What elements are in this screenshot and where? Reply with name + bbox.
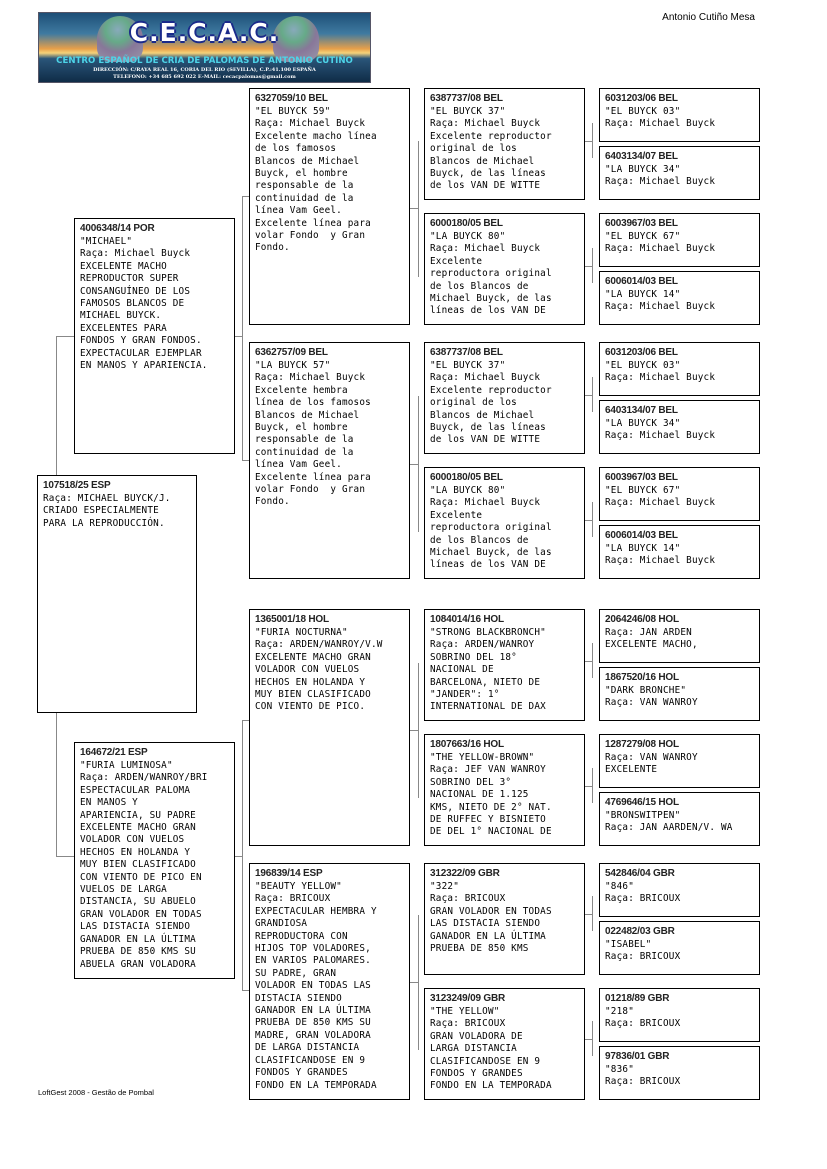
pigeon-card-gen3[interactable]	[424, 342, 585, 454]
ring-number: 1867520/16 HOL	[605, 672, 679, 683]
connector	[418, 396, 419, 532]
pigeon-description: "846" Raça: BRICOUX	[605, 881, 681, 905]
ring-number: 312322/09 GBR	[430, 868, 500, 879]
ring-number: 6003967/03 BEL	[605, 218, 678, 229]
pigeon-card-gen4[interactable]	[599, 400, 760, 454]
ring-number: 6000180/05 BEL	[430, 218, 503, 229]
pigeon-card-gen4[interactable]	[599, 609, 760, 663]
ring-number: 01218/89 GBR	[605, 993, 670, 1004]
pigeon-card-gen4[interactable]	[599, 525, 760, 579]
ring-number: 6006014/03 BEL	[605, 530, 678, 541]
connector	[585, 520, 592, 521]
ring-number: 542846/04 GBR	[605, 868, 675, 879]
connector	[418, 141, 419, 277]
pigeon-description: "EL BUYCK 67" Raça: Michael Buyck	[605, 231, 716, 255]
ring-number: 1287279/08 HOL	[605, 739, 679, 750]
pigeon-description: "836" Raça: BRICOUX	[605, 1064, 681, 1088]
ring-number: 6403134/07 BEL	[605, 405, 678, 416]
pigeon-description: "DARK BRONCHE" Raça: VAN WANROY	[605, 685, 698, 709]
connector	[585, 141, 592, 142]
pigeon-card-gen4[interactable]	[599, 88, 760, 142]
connector	[418, 915, 419, 1050]
pigeon-card-gen3[interactable]	[424, 88, 585, 200]
ring-number: 6003967/03 BEL	[605, 472, 678, 483]
pigeon-description: "BRONSWITPEN" Raça: JAN AARDEN/V. WA	[605, 810, 733, 834]
pigeon-description: "EL BUYCK 03" Raça: Michael Buyck	[605, 106, 716, 130]
pigeon-description: "MICHAEL" Raça: Michael Buyck EXCELENTE MACHO REPRODUCTOR SUPER CONSANGUÍNEO DE LOS FAMOSOS BLANCOS DE MICHAEL BUYCK. EXCELENTES PARA FONDOS Y GRAN FONDOS. EXPECTACULAR EJEMPLAR EN MANOS Y APARIENCIA.	[80, 236, 208, 372]
pigeon-description: "ISABEL" Raça: BRICOUX	[605, 939, 681, 963]
pigeon-card-gen3[interactable]	[424, 863, 585, 975]
pigeon-description: "EL BUYCK 67" Raça: Michael Buyck	[605, 485, 716, 509]
pigeon-card-gen4[interactable]	[599, 467, 760, 521]
connector	[56, 760, 57, 856]
connector	[592, 123, 593, 158]
pigeon-card-sire[interactable]	[74, 218, 235, 454]
connector	[585, 786, 592, 787]
pigeon-description: "FURIA LUMINOSA" Raça: ARDEN/WANROY/BRI ESPECTACULAR PALOMA EN MANOS Y APARIENCIA, SU PADRE EXCELENTE MACHO GRAN VOLADOR CON VUELOS HECHOS EN HOLANDA Y MUY BIEN CLASIFICADO CON VIENTO DE PICO EN VUELOS DE LARGA DISTANCIA, SU ABUELO GRAN VOLADOR EN TODAS LAS DISTACIA SIENDO GANADOR EN LA ÚLTIMA PRUEBA DE 850 KMS SU ABUELA GRAN VOLADORA	[80, 760, 208, 970]
pigeon-description: "EL BUYCK 03" Raça: Michael Buyck	[605, 360, 716, 384]
ring-number: 6031203/06 BEL	[605, 347, 678, 358]
ring-number: 6387737/08 BEL	[430, 347, 503, 358]
pigeon-card-subject[interactable]	[37, 475, 197, 713]
ring-number: 6031203/06 BEL	[605, 93, 678, 104]
ring-number: 6362757/09 BEL	[255, 347, 328, 358]
connector	[592, 896, 593, 931]
ring-number: 3123249/09 GBR	[430, 993, 506, 1004]
pigeon-card-gen4[interactable]	[599, 921, 760, 975]
pigeon-description: "EL BUYCK 59" Raça: Michael Buyck Excelente macho línea de los famosos Blancos de Michael Buyck, el hombre responsable de la continuidad de la línea Vam Geel. Excelente línea para volar Fondo y Gran Fondo.	[255, 106, 377, 254]
ring-number: 107518/25 ESP	[43, 480, 111, 491]
connector	[242, 990, 249, 991]
connector	[592, 377, 593, 412]
connector	[585, 1039, 592, 1040]
pigeon-card-gen3[interactable]	[424, 734, 585, 846]
ring-number: 97836/01 GBR	[605, 1051, 670, 1062]
pigeon-card-gen2[interactable]	[249, 342, 410, 579]
pigeon-description: Raça: JAN ARDEN EXCELENTE MACHO,	[605, 627, 698, 651]
pigeon-description: "BEAUTY YELLOW" Raça: BRICOUX EXPECTACULAR HEMBRA Y GRANDIOSA REPRODUCTORA CON HIJOS TOP VOLADORES, EN VARIOS PALOMARES. SU PADRE, GRAN VOLADOR EN TODAS LAS DISTACIA SIENDO GANADOR EN LA ÚLTIMA PRUEBA DE 850 KMS SU MADRE, GRAN VOLADORA DE LARGA DISTANCIA CLASIFICANDOSE EN 9 FONDOS Y GRANDES FONDO EN LA TEMPORADA	[255, 881, 377, 1091]
pigeon-description: "EL BUYCK 37" Raça: Michael Buyck Excelente reproductor original de los Blancos de Michael Buyck, de las líneas de los VAN DE WITTE	[430, 360, 552, 446]
pigeon-description: Raça: VAN WANROY EXCELENTE	[605, 752, 698, 776]
connector	[242, 720, 249, 721]
pigeon-description: "218" Raça: BRICOUX	[605, 1006, 681, 1030]
pigeon-description: "LA BUYCK 14" Raça: Michael Buyck	[605, 543, 716, 567]
pigeon-card-gen3[interactable]	[424, 213, 585, 325]
pigeon-description: "322" Raça: BRICOUX GRAN VOLADOR EN TODAS LAS DISTACIA SIENDO GANADOR EN LA ÚLTIMA PRUEBA DE 850 KMS	[430, 881, 552, 955]
connector	[585, 914, 592, 915]
cecac-logo-banner	[38, 12, 371, 83]
connector	[418, 663, 419, 798]
pigeon-card-gen4[interactable]	[599, 271, 760, 325]
connector	[235, 856, 242, 857]
connector	[410, 208, 418, 209]
connector	[592, 248, 593, 283]
ring-number: 6403134/07 BEL	[605, 151, 678, 162]
logo-address: DIRECCIÓN: C/RAYA REAL 16, CORIA DEL RIO (SEVILLA), C.P.:41.100 ESPAÑA	[93, 67, 316, 73]
pigeon-description: "LA BUYCK 34" Raça: Michael Buyck	[605, 418, 716, 442]
ring-number: 6327059/10 BEL	[255, 93, 328, 104]
connector	[410, 982, 418, 983]
pigeon-card-gen4[interactable]	[599, 792, 760, 846]
pigeon-description: "THE YELLOW-BROWN" Raça: JEF VAN WANROY SOBRINO DEL 3° NACIONAL DE 1.125 KMS, NIETO DE 2° NAT. DE RUFFEC Y BISNIETO DE DEL 1° NACIONAL DE	[430, 752, 552, 838]
pigeon-description: "LA BUYCK 34" Raça: Michael Buyck	[605, 164, 716, 188]
ring-number: 2064246/08 HOL	[605, 614, 679, 625]
connector	[235, 336, 242, 337]
ring-number: 6006014/03 BEL	[605, 276, 678, 287]
pigeon-card-gen4[interactable]	[599, 667, 760, 721]
connector	[410, 730, 418, 731]
connector	[592, 1021, 593, 1056]
pigeon-card-gen2[interactable]	[249, 88, 410, 325]
logo-title: C.E.C.A.C.	[129, 18, 280, 47]
ring-number: 1365001/18 HOL	[255, 614, 329, 625]
pigeon-card-gen4[interactable]	[599, 342, 760, 396]
connector	[585, 266, 592, 267]
ring-number: 196839/14 ESP	[255, 868, 323, 879]
pigeon-description: "LA BUYCK 80" Raça: Michael Buyck Excelente reproductora original de los Blancos de Michael Buyck, de las líneas de los VAN DE	[430, 485, 552, 571]
pigeon-card-gen4[interactable]	[599, 863, 760, 917]
connector	[592, 502, 593, 537]
pigeon-description: "THE YELLOW" Raça: BRICOUX GRAN VOLADORA DE LARGA DISTANCIA CLASIFICANDOSE EN 9 FONDOS Y GRANDES FONDO EN LA TEMPORADA	[430, 1006, 552, 1092]
connector	[242, 720, 243, 990]
ring-number: 022482/03 GBR	[605, 926, 675, 937]
pigeon-card-gen2[interactable]	[249, 863, 410, 1100]
ring-number: 4769646/15 HOL	[605, 797, 679, 808]
pigeon-card-gen4[interactable]	[599, 146, 760, 200]
pigeon-card-dam[interactable]	[74, 742, 235, 979]
connector	[585, 395, 592, 396]
pigeon-description: "LA BUYCK 57" Raça: Michael Buyck Excelente hembra línea de los famosos Blancos de Michael Buyck, el hombre responsable de la continuidad de la línea Vam Geel. Excelente línea para volar Fondo y Gran Fondo.	[255, 360, 371, 508]
connector	[56, 336, 74, 337]
ring-number: 1084014/16 HOL	[430, 614, 504, 625]
ring-number: 4006348/14 POR	[80, 223, 155, 234]
logo-contact: TELEFONO: +34 685 692 022 E-MAIL: cecacpalomas@gmail.com	[113, 74, 296, 80]
pigeon-card-gen4[interactable]	[599, 1046, 760, 1100]
pigeon-card-gen4[interactable]	[599, 988, 760, 1042]
connector	[242, 196, 249, 197]
pigeon-description: "STRONG BLACKBRONCH" Raça: ARDEN/WANROY SOBRINO DEL 18° NACIONAL DE BARCELONA, NIETO DE "JANDER": 1° INTERNATIONAL DE DAX	[430, 627, 546, 713]
software-footer: LoftGest 2008 - Gestão de Pombal	[38, 1088, 154, 1097]
pigeon-card-gen3[interactable]	[424, 988, 585, 1100]
pigeon-card-gen4[interactable]	[599, 734, 760, 788]
pigeon-description: "EL BUYCK 37" Raça: Michael Buyck Excelente reproductor original de los Blancos de Michael Buyck, de las líneas de los VAN DE WITTE	[430, 106, 552, 192]
pigeon-card-gen2[interactable]	[249, 609, 410, 846]
pigeon-card-gen4[interactable]	[599, 213, 760, 267]
connector	[592, 643, 593, 678]
owner-name: Antonio Cutiño Mesa	[662, 12, 755, 23]
connector	[410, 464, 418, 465]
pigeon-description: Raça: MICHAEL BUYCK/J. CRIADO ESPECIALMENTE PARA LA REPRODUCCIÓN.	[43, 493, 171, 529]
connector	[592, 768, 593, 803]
connector	[585, 661, 592, 662]
pigeon-card-gen3[interactable]	[424, 609, 585, 721]
connector	[242, 196, 243, 460]
ring-number: 6387737/08 BEL	[430, 93, 503, 104]
connector	[242, 460, 249, 461]
logo-subtitle: CENTRO ESPAÑOL DE CRIA DE PALOMAS DE ANTONIO CUTIÑO	[56, 56, 353, 66]
pigeon-card-gen3[interactable]	[424, 467, 585, 579]
pigeon-description: "LA BUYCK 80" Raça: Michael Buyck Excelente reproductora original de los Blancos de Michael Buyck, de las líneas de los VAN DE	[430, 231, 552, 317]
ring-number: 164672/21 ESP	[80, 747, 148, 758]
pigeon-description: "LA BUYCK 14" Raça: Michael Buyck	[605, 289, 716, 313]
ring-number: 1807663/16 HOL	[430, 739, 504, 750]
connector	[56, 856, 74, 857]
pigeon-description: "FURIA NOCTURNA" Raça: ARDEN/WANROY/V.W EXCELENTE MACHO GRAN VOLADOR CON VUELOS HECHOS EN HOLANDA Y MUY BIEN CLASIFICADO CON VIENTO DE PICO.	[255, 627, 383, 713]
ring-number: 6000180/05 BEL	[430, 472, 503, 483]
